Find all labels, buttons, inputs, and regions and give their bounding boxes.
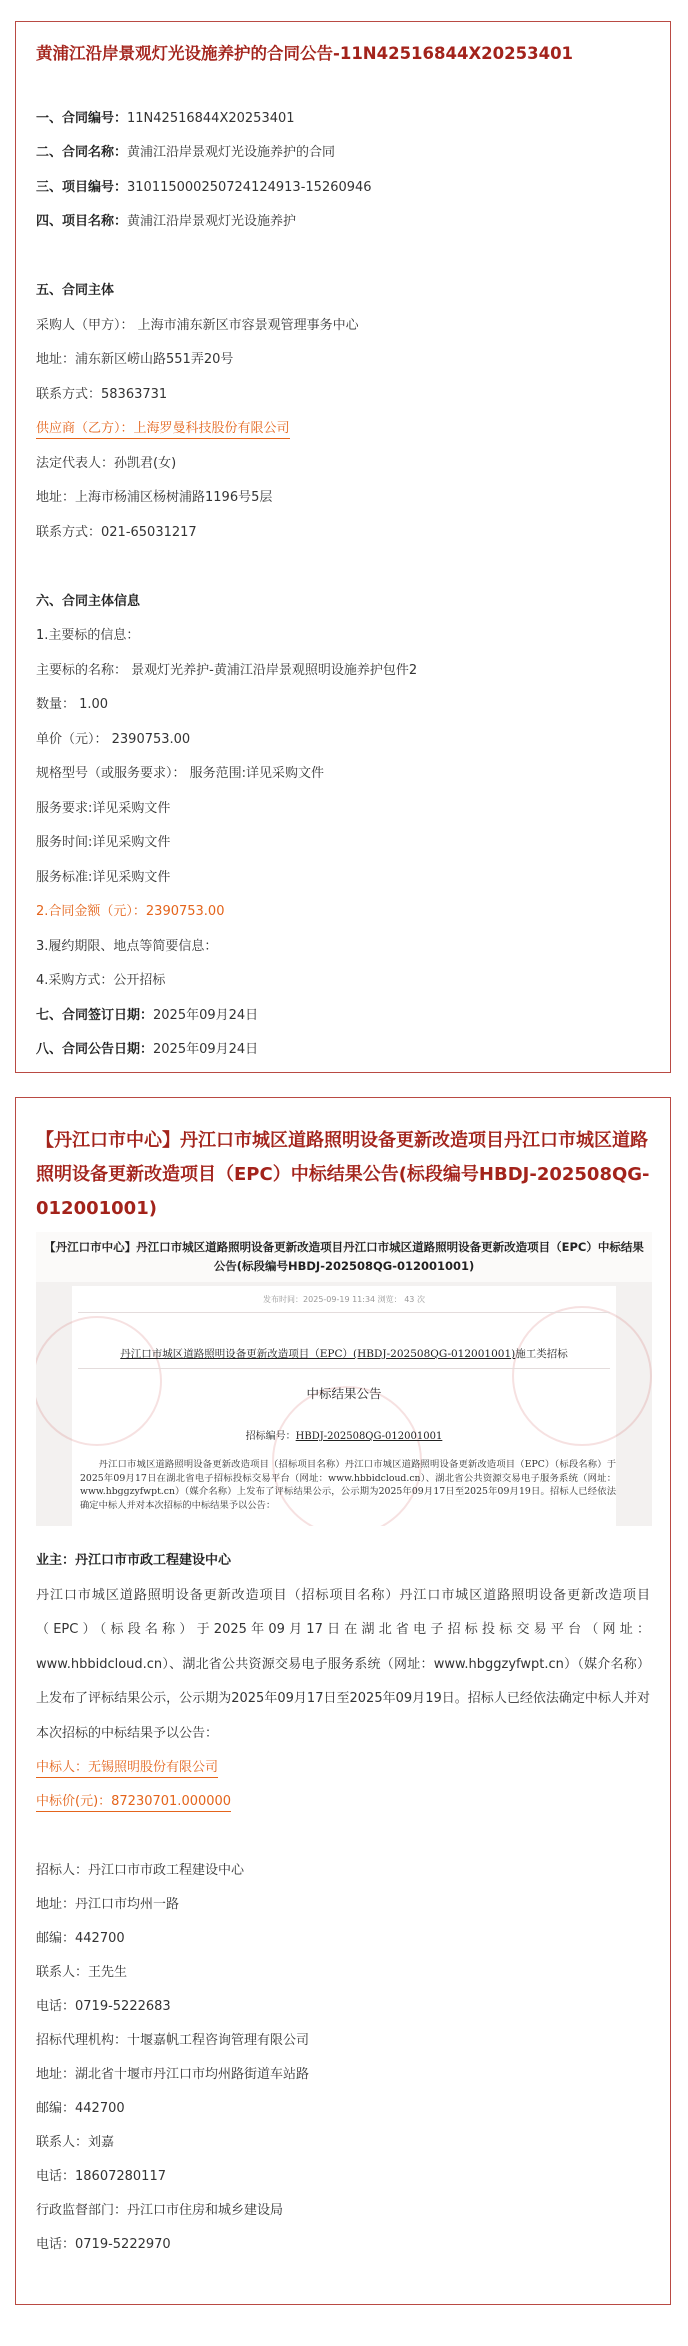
contract-name-label: 二、合同名称： bbox=[36, 145, 128, 160]
agency-zip: 邮编：442700 bbox=[36, 2100, 125, 2116]
subject-name: 主要标的名称： 景观灯光养护-黄浦江沿岸景观照明设施养护包件2 bbox=[36, 662, 418, 678]
announce-date-label: 八、合同公告日期： bbox=[36, 1042, 154, 1057]
screenshot-code-value: HBDJ-202508QG-012001001 bbox=[295, 1431, 443, 1442]
owner-line: 业主：丹江口市市政工程建设中心 bbox=[36, 1553, 232, 1568]
purchaser-contact: 联系方式：58363731 bbox=[36, 386, 168, 402]
bid-result-body: 丹江口市城区道路照明设备更新改造项目（招标项目名称）丹江口市城区道路照明设备更新改造项目（EPC）（标段名称）于2025年09月17日在湖北省电子招标投标交易平台（网址：www.hbbidcloud.cn）、湖北省公共资源交易电子服务系统（网址：www.hbggzyfwpt.cn）（媒介名称）上发布了评标结果公示，公示期为2025年09月17日至2025年09月19日。招标人已经依法确定中标人并对本次招标的中标结果予以公告： bbox=[36, 1587, 650, 1741]
tenderer: 招标人：丹江口市市政工程建设中心 bbox=[36, 1862, 245, 1878]
tenderer-zip: 邮编：442700 bbox=[36, 1930, 125, 1946]
project-name-label: 四、项目名称： bbox=[36, 214, 128, 229]
agency: 招标代理机构：十堰嘉帆工程咨询管理有限公司 bbox=[36, 2032, 310, 2048]
spec: 规格型号（或服务要求）： 服务范围:详见采购文件 bbox=[36, 766, 325, 781]
procurement-method: 4.采购方式：公开招标 bbox=[36, 973, 166, 988]
screenshot-code-label: 招标编号： bbox=[245, 1431, 296, 1442]
service-standard: 服务标准:详见采购文件 bbox=[36, 869, 171, 885]
sign-date-value: 2025年09月24日 bbox=[153, 1007, 259, 1023]
supplier-contact: 联系方式：021-65031217 bbox=[36, 524, 197, 540]
contract-name-row bbox=[36, 136, 650, 171]
announce-date-row bbox=[36, 1033, 650, 1068]
supplier-line: 供应商（乙方）：上海罗曼科技股份有限公司 bbox=[36, 421, 290, 439]
tenderer-phone: 电话：0719-5222683 bbox=[36, 1998, 171, 2014]
quantity: 数量： 1.00 bbox=[36, 697, 109, 712]
screenshot-body: 丹江口市城区道路照明设备更新改造项目（招标项目名称）丹江口市城区道路照明设备更新改造项目（EPC）（标段名称）于2025年09月17日在湖北省电子招标投标交易平台（网址：www.hbbidcloud.cn）、湖北省公共资源交易电子服务系统（网址：www.hbggzyfwpt.cn）（媒介名称）上发布了评标结果公示，公示期为2025年09月17日至2025年09月19日。招标人已经依法确定中标人并对本次招标的中标结果予以公告： bbox=[80, 1459, 616, 1511]
service-time: 服务时间:详见采购文件 bbox=[36, 835, 171, 850]
purchaser-address: 地址：浦东新区崂山路551弄20号 bbox=[36, 352, 234, 367]
contract-name-value: 黄浦江沿岸景观灯光设施养护的合同 bbox=[127, 145, 336, 160]
announcement-title: 黄浦江沿岸景观灯光设施养护的合同公告-11N42516844X20253401 bbox=[36, 44, 574, 63]
contract-number-value: 11N42516844X20253401 bbox=[127, 110, 295, 126]
project-number-value: 310115000250724124913-15260946 bbox=[127, 179, 372, 195]
purchaser-line: 采购人（甲方）： 上海市浦东新区市容景观管理事务中心 bbox=[36, 317, 359, 333]
project-number-row bbox=[36, 171, 650, 206]
screenshot-header: 【丹江口市中心】丹江口市城区道路照明设备更新改造项目丹江口市城区道路照明设备更新改造项目（EPC）中标结果公告(标段编号HBDJ-202508QG-012001001) bbox=[36, 1232, 652, 1282]
service-requirement: 服务要求:详见采购文件 bbox=[36, 800, 171, 816]
screenshot-code bbox=[72, 1427, 616, 1442]
unit-price: 单价（元）： 2390753.00 bbox=[36, 731, 191, 747]
supplier-row bbox=[36, 412, 650, 447]
contract-info-heading: 六、合同主体信息 bbox=[36, 593, 141, 609]
supervisor: 行政监督部门：丹江口市住房和城乡建设局 bbox=[36, 2202, 284, 2218]
sign-date-label: 七、合同签订日期： bbox=[36, 1007, 154, 1023]
subject-info-label: 1.主要标的信息： bbox=[36, 628, 140, 643]
supplier-address: 地址：上海市杨浦区杨树浦路1196号5层 bbox=[36, 490, 273, 505]
sign-date-row bbox=[36, 999, 650, 1034]
contract-announcement-card bbox=[15, 21, 671, 1073]
watermark-seal bbox=[512, 1306, 652, 1446]
winning-price: 中标价(元)：87230701.000000 bbox=[36, 1794, 231, 1812]
contract-number-row bbox=[36, 102, 650, 137]
tenderer-address: 地址：丹江口市均州一路 bbox=[36, 1896, 180, 1912]
screenshot-meta: 发布时间：2025-09-19 11:34 浏览： 43 次 bbox=[263, 1295, 425, 1304]
tenderer-contact: 联系人：王先生 bbox=[36, 1964, 128, 1980]
project-name-row bbox=[36, 205, 650, 240]
bid-result-title: 【丹江口市中心】丹江口市城区道路照明设备更新改造项目丹江口市城区道路照明设备更新改造项目（EPC）中标结果公告(标段编号HBDJ-202508QG-012001001) bbox=[36, 1130, 650, 1219]
agency-contact: 联系人：刘嘉 bbox=[36, 2134, 115, 2150]
legal-representative: 法定代表人：孙凯君(女) bbox=[36, 455, 177, 471]
screenshot-subtitle-link: 丹江口市城区道路照明设备更新改造项目（EPC）(HBDJ-202508QG-012001001) bbox=[120, 1348, 516, 1360]
agency-phone: 电话：18607280117 bbox=[36, 2168, 166, 2184]
price-row bbox=[36, 1785, 650, 1819]
agency-address: 地址：湖北省十堰市丹江口市均州路街道车站路 bbox=[36, 2066, 310, 2082]
screenshot-heading: 中标结果公告 bbox=[306, 1386, 382, 1401]
screenshot-subtitle-suffix: 施工类招标 bbox=[515, 1348, 568, 1360]
contract-parties-heading: 五、合同主体 bbox=[36, 283, 115, 298]
project-number-label: 三、项目编号： bbox=[36, 179, 128, 195]
winner-line: 中标人：无锡照明股份有限公司 bbox=[36, 1760, 218, 1778]
screenshot-subtitle bbox=[80, 1346, 608, 1361]
announcement-screenshot-image bbox=[36, 1232, 652, 1526]
screenshot-paper bbox=[72, 1286, 616, 1526]
project-name-value: 黄浦江沿岸景观灯光设施养护 bbox=[127, 214, 297, 229]
winner-row bbox=[36, 1751, 650, 1785]
announce-date-value: 2025年09月24日 bbox=[153, 1042, 259, 1057]
performance-info: 3.履约期限、地点等简要信息： bbox=[36, 938, 218, 954]
contract-number-label: 一、合同编号： bbox=[36, 110, 128, 126]
bid-result-card bbox=[15, 1097, 671, 2305]
supervisor-phone: 电话：0719-5222970 bbox=[36, 2236, 171, 2252]
contract-amount: 2.合同金额（元）：2390753.00 bbox=[36, 904, 225, 919]
